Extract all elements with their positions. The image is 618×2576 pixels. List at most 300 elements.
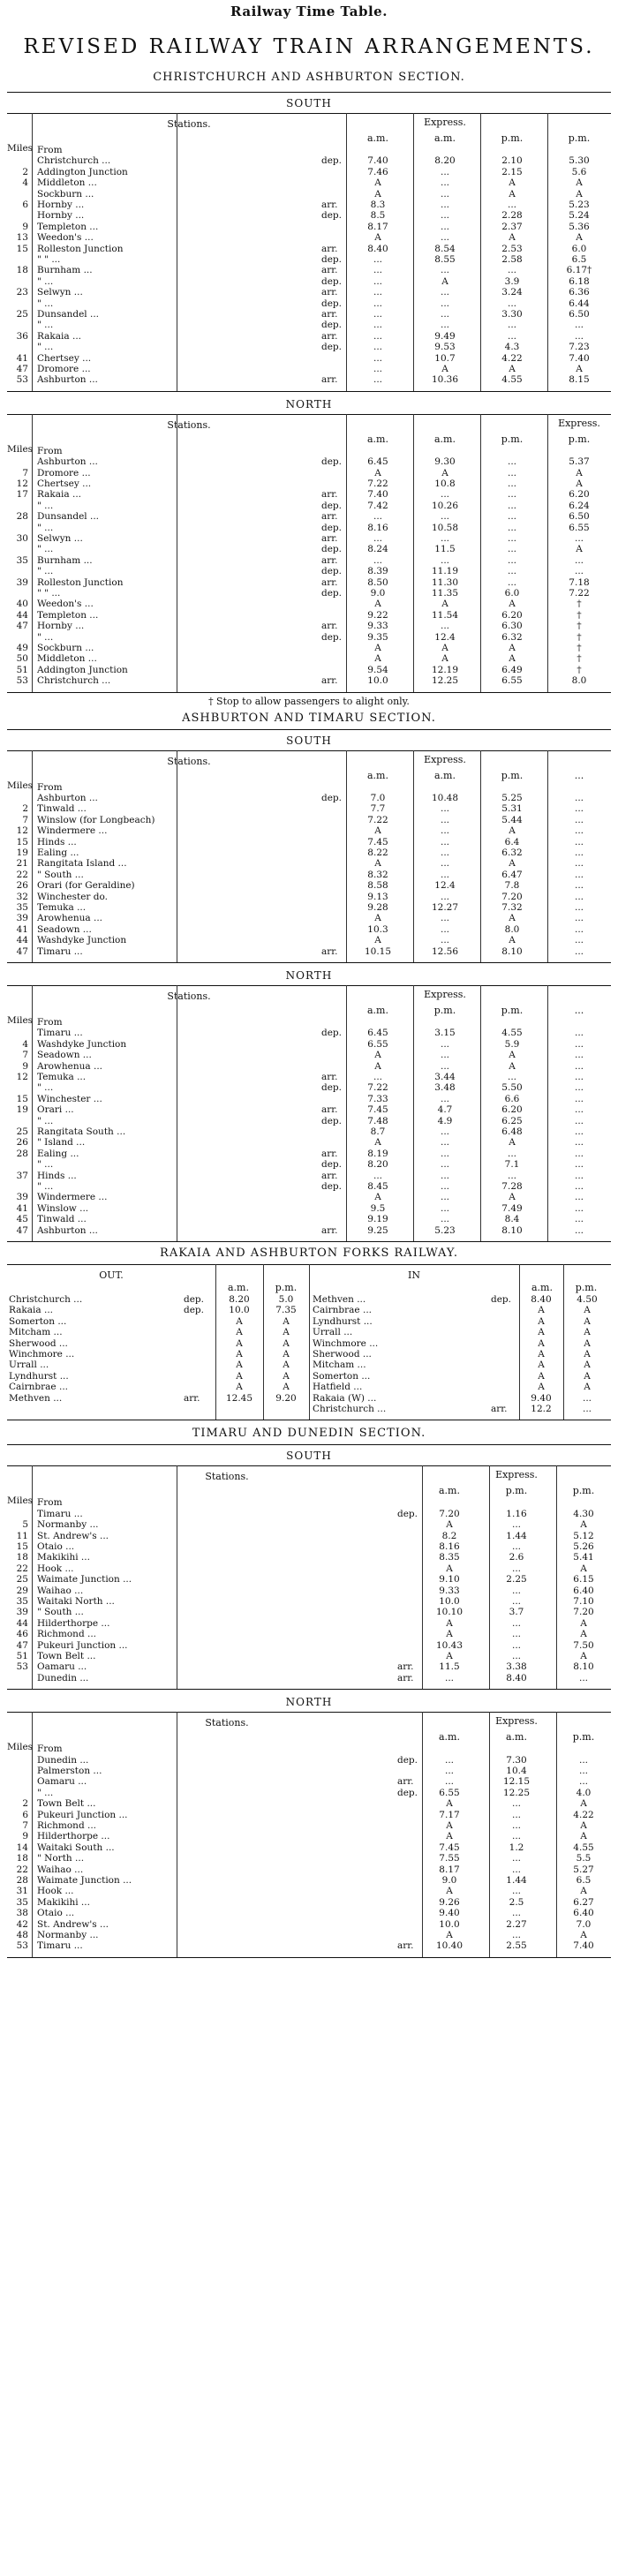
- time-cell: 6.30: [501, 621, 523, 632]
- time-cell: ...: [440, 803, 449, 815]
- time-cell: ...: [373, 1072, 382, 1082]
- time-cell: ...: [574, 803, 584, 815]
- station-name: Middleton ...: [37, 177, 97, 189]
- station-name: Ashburton ...: [37, 1224, 98, 1236]
- time-cell: 3.15: [434, 1028, 456, 1039]
- time-cell: ...: [373, 374, 382, 386]
- time-cell: 7.22: [367, 814, 388, 825]
- station-name: " ...: [37, 1159, 54, 1171]
- mileage: 30: [16, 532, 28, 544]
- station-name: " " ...: [37, 587, 61, 599]
- time-cell: 6.55: [501, 675, 523, 687]
- mileage: 11: [16, 1530, 28, 1541]
- time-cell: 6.32: [501, 631, 523, 643]
- time-cell: 3.24: [501, 287, 523, 298]
- mileage: 35: [16, 1896, 28, 1908]
- arr-dep: arr.: [321, 554, 338, 566]
- station-name: Normanby ...: [37, 1519, 99, 1531]
- time-cell: 7.50: [573, 1639, 594, 1651]
- time-cell: A: [576, 478, 583, 489]
- time-cell: ...: [373, 298, 382, 309]
- time-cell: A: [374, 232, 381, 244]
- mileage: 26: [16, 1137, 28, 1149]
- time-cell: ...: [440, 1050, 449, 1061]
- time-cell: ...: [574, 1170, 584, 1181]
- station-name: Cairnbrae ...: [9, 1382, 68, 1393]
- rule: [7, 962, 611, 963]
- time-cell: A: [374, 653, 381, 665]
- time-cell: 8.40: [506, 1672, 527, 1683]
- arr-dep: dep.: [321, 254, 342, 265]
- mileage: 47: [16, 1224, 28, 1236]
- mileage: 42: [16, 1918, 28, 1930]
- time-cell: ...: [574, 1214, 584, 1225]
- arr-dep: dep.: [321, 298, 342, 309]
- mileage: 19: [16, 1104, 28, 1116]
- station-name: " ...: [37, 1181, 54, 1192]
- mileage: 47: [16, 621, 28, 632]
- time-cell: 6.45: [367, 1028, 388, 1039]
- station-name: Ashburton ...: [37, 374, 98, 386]
- station-name: Oamaru ...: [37, 1776, 87, 1788]
- time-cell: 7.1: [504, 1159, 520, 1171]
- time-cell: 12.4: [434, 880, 456, 892]
- mileage: 49: [16, 642, 28, 653]
- time-cell: ...: [507, 566, 516, 577]
- arr-dep: arr.: [184, 1392, 200, 1404]
- time-cell: 8.19: [367, 1148, 388, 1159]
- mileage: 39: [16, 1607, 28, 1618]
- time-cell: ...: [574, 945, 584, 957]
- time-cell: ...: [444, 1672, 454, 1683]
- mileage: 7: [22, 1050, 28, 1061]
- time-cell: ...: [511, 1540, 521, 1552]
- station-name: Timaru ...: [37, 945, 83, 957]
- arr-dep: arr.: [321, 1104, 338, 1116]
- arr-dep: arr.: [321, 330, 338, 342]
- arr-dep: dep.: [321, 587, 342, 599]
- time-cell: ...: [574, 1115, 584, 1126]
- station-name: Seadown ...: [37, 923, 92, 935]
- time-cell: 8.35: [439, 1552, 460, 1563]
- column-rule: [32, 113, 33, 391]
- station-name: Waihao ...: [37, 1585, 84, 1596]
- station-name: Rangitata South ...: [37, 1126, 126, 1137]
- time-cell: ...: [578, 1672, 588, 1683]
- station-name: Dunedin ...: [37, 1754, 89, 1766]
- time-cell: ...: [373, 352, 382, 364]
- time-cell: ...: [440, 891, 449, 902]
- time-cell: A: [283, 1370, 290, 1382]
- station-name: Orari (for Geraldine): [37, 880, 135, 892]
- time-cell: A: [509, 188, 516, 200]
- stations-header: Stations.: [205, 1471, 249, 1483]
- station-name: Seadown ...: [37, 1050, 92, 1061]
- time-cell: ...: [574, 1028, 584, 1039]
- mileage: 13: [16, 232, 28, 244]
- mileage: 51: [16, 1650, 28, 1661]
- station-name: From: [37, 1017, 63, 1028]
- time-cell: 9.26: [439, 1896, 460, 1908]
- mileage: 4: [22, 177, 28, 189]
- time-cell: ...: [511, 1809, 521, 1820]
- station-name: Weedon's ...: [37, 232, 94, 244]
- time-cell: ...: [574, 1159, 584, 1171]
- time-cell: ...: [574, 901, 584, 913]
- arr-dep: arr.: [321, 200, 338, 210]
- station-name: Somerton ...: [9, 1315, 67, 1327]
- station-name: From: [37, 1497, 63, 1509]
- station-name: " ...: [37, 342, 54, 353]
- mileage: 40: [16, 599, 28, 610]
- miles-header: Miles: [7, 1495, 34, 1507]
- arr-dep: dep.: [321, 320, 342, 331]
- time-cell: 10.26: [431, 500, 459, 511]
- mileage: 14: [16, 1842, 28, 1853]
- time-cell: A: [446, 1929, 453, 1940]
- arr-dep: arr.: [321, 374, 338, 386]
- period-label: p.m.: [501, 433, 524, 445]
- time-cell: 5.23: [569, 200, 590, 210]
- rule: [7, 1689, 611, 1690]
- station-name: Christchurch ...: [37, 675, 111, 687]
- station-name: Hornby ...: [37, 200, 85, 210]
- station-name: " ...: [37, 320, 54, 331]
- time-cell: ...: [574, 935, 584, 946]
- time-cell: ...: [373, 1170, 382, 1181]
- direction-north: NORTH: [285, 397, 333, 411]
- time-cell: 2.10: [501, 155, 523, 167]
- mileage: 50: [16, 653, 28, 665]
- station-name: Windermere ...: [37, 825, 108, 837]
- mileage: 47: [16, 945, 28, 957]
- time-cell: ...: [574, 566, 584, 577]
- time-cell: A: [538, 1382, 545, 1393]
- time-cell: A: [374, 1137, 381, 1149]
- time-cell: 7.30: [506, 1754, 527, 1766]
- time-cell: 6.20: [501, 1104, 523, 1116]
- time-cell: A: [441, 275, 448, 287]
- arr-dep: arr.: [321, 287, 338, 298]
- time-cell: 7.7: [370, 803, 386, 815]
- mileage: 19: [16, 847, 28, 858]
- time-cell: ...: [444, 1765, 454, 1776]
- arr-dep: dep.: [321, 1159, 342, 1171]
- time-cell: 9.35: [367, 631, 388, 643]
- time-cell: ...: [507, 330, 516, 342]
- period-label: a.m.: [434, 132, 456, 144]
- mileage: 32: [16, 891, 28, 902]
- time-cell: ...: [440, 166, 449, 177]
- time-cell: A: [446, 1798, 453, 1810]
- time-cell: 7.22: [569, 587, 590, 599]
- direction-south: SOUTH: [286, 97, 332, 109]
- time-cell: 8.20: [367, 1159, 388, 1171]
- time-cell: 6.4: [504, 836, 520, 847]
- time-cell: ...: [440, 858, 449, 870]
- mileage: 28: [16, 1148, 28, 1159]
- time-cell: ...: [574, 880, 584, 892]
- time-cell: ...: [582, 1404, 592, 1414]
- rule: [7, 1241, 611, 1242]
- station-name: Hinds ...: [37, 836, 77, 847]
- time-cell: 5.30: [569, 155, 590, 167]
- time-cell: ...: [511, 1831, 521, 1842]
- time-cell: 7.8: [504, 880, 520, 892]
- time-cell: 8.45: [367, 1181, 388, 1192]
- station-name: Temuka ...: [37, 1072, 87, 1082]
- mileage: 6: [22, 200, 28, 210]
- time-cell: ...: [574, 1137, 584, 1149]
- time-cell: ...: [507, 511, 516, 523]
- rule: [7, 729, 611, 730]
- time-cell: ...: [507, 554, 516, 566]
- time-cell: A: [374, 599, 381, 610]
- miles-header: Miles: [7, 1015, 34, 1026]
- time-cell: 10.0: [229, 1305, 250, 1316]
- time-cell: A: [236, 1382, 243, 1393]
- arr-dep: arr.: [321, 1170, 338, 1181]
- time-cell: ...: [440, 1148, 449, 1159]
- time-cell: †: [577, 664, 582, 675]
- time-cell: ...: [440, 1093, 449, 1104]
- station-name: From: [37, 145, 63, 155]
- arr-dep: arr.: [397, 1776, 414, 1788]
- station-name: " ...: [37, 566, 54, 577]
- mileage: 39: [16, 913, 28, 924]
- time-cell: 5.0: [278, 1294, 294, 1305]
- mileage: 9: [22, 221, 28, 232]
- time-cell: A: [283, 1327, 290, 1338]
- time-cell: †: [577, 621, 582, 632]
- mileage: 6: [22, 1809, 28, 1820]
- time-cell: ...: [507, 500, 516, 511]
- time-cell: 5.26: [573, 1540, 594, 1552]
- time-cell: 10.0: [439, 1595, 460, 1607]
- column-label: Express.: [495, 1715, 538, 1728]
- station-name: Rakaia ...: [37, 489, 81, 501]
- time-cell: ...: [440, 200, 449, 210]
- station-name: Washdyke Junction: [37, 1038, 127, 1050]
- time-cell: 5.31: [501, 803, 523, 815]
- arr-dep: arr.: [321, 1072, 338, 1082]
- mileage: 35: [16, 901, 28, 913]
- miles-header: Miles: [7, 780, 34, 791]
- miles-header: Miles: [7, 1742, 34, 1753]
- time-cell: ...: [511, 1617, 521, 1629]
- mileage: 25: [16, 1574, 28, 1586]
- station-name: Normanby ...: [37, 1929, 99, 1940]
- station-name: Templeton ...: [37, 221, 99, 232]
- time-cell: ...: [440, 1202, 449, 1214]
- time-cell: 8.32: [367, 869, 388, 880]
- station-name: Timaru ...: [37, 1940, 83, 1952]
- time-cell: ...: [574, 1050, 584, 1061]
- time-cell: ...: [507, 1148, 516, 1159]
- time-cell: 9.20: [275, 1392, 297, 1404]
- column-rule: [309, 1264, 310, 1420]
- station-name: Ashburton ...: [37, 456, 98, 468]
- time-cell: A: [283, 1382, 290, 1393]
- station-name: Christchurch ...: [313, 1404, 387, 1414]
- time-cell: ...: [507, 522, 516, 533]
- arr-dep: dep.: [397, 1754, 418, 1766]
- time-cell: ...: [440, 210, 449, 222]
- time-cell: ...: [373, 287, 382, 298]
- time-cell: ...: [440, 232, 449, 244]
- mileage: 22: [16, 1864, 28, 1875]
- time-cell: 7.23: [569, 342, 590, 353]
- period-label: p.m.: [568, 132, 591, 144]
- period-label: a.m.: [439, 1485, 460, 1497]
- time-cell: A: [509, 599, 516, 610]
- time-cell: A: [509, 858, 516, 870]
- time-cell: 8.0: [571, 675, 587, 687]
- time-cell: A: [374, 825, 381, 837]
- time-cell: ...: [373, 320, 382, 331]
- time-cell: 8.50: [367, 576, 388, 588]
- time-cell: A: [283, 1337, 290, 1349]
- direction-north: NORTH: [285, 969, 333, 982]
- time-cell: 10.48: [431, 792, 459, 803]
- time-cell: 8.40: [531, 1294, 552, 1305]
- time-cell: A: [580, 1650, 587, 1661]
- out-header: OUT.: [99, 1269, 124, 1281]
- time-cell: A: [283, 1360, 290, 1371]
- mileage: 9: [22, 1831, 28, 1842]
- time-cell: 7.10: [573, 1595, 594, 1607]
- time-cell: 6.50: [569, 511, 590, 523]
- time-cell: ...: [511, 1650, 521, 1661]
- station-name: Temuka ...: [37, 901, 87, 913]
- time-cell: ...: [440, 1214, 449, 1225]
- mileage: 15: [16, 1540, 28, 1552]
- time-cell: 10.3: [367, 923, 388, 935]
- arr-dep: dep.: [321, 275, 342, 287]
- station-name: Rakaia ...: [37, 330, 81, 342]
- arr-dep: dep.: [321, 566, 342, 577]
- time-cell: 7.48: [367, 1115, 388, 1126]
- time-cell: ...: [507, 544, 516, 555]
- arr-dep: dep.: [184, 1305, 204, 1316]
- period-label: a.m.: [228, 1282, 249, 1293]
- time-cell: A: [374, 858, 381, 870]
- time-cell: 5.23: [434, 1224, 456, 1236]
- arr-dep: arr.: [321, 265, 338, 276]
- time-cell: ...: [574, 1148, 584, 1159]
- mileage: 2: [22, 166, 28, 177]
- time-cell: A: [374, 188, 381, 200]
- time-cell: ...: [440, 869, 449, 880]
- time-cell: 3.48: [434, 1082, 456, 1094]
- time-cell: ...: [373, 364, 382, 374]
- time-cell: A: [446, 1629, 453, 1640]
- time-cell: A: [576, 544, 583, 555]
- station-name: Chertsey ...: [37, 478, 92, 489]
- time-cell: †: [577, 599, 582, 610]
- in-header: IN: [408, 1269, 420, 1281]
- station-name: Richmond ...: [37, 1629, 97, 1640]
- time-cell: 5.37: [569, 456, 590, 468]
- time-cell: 9.49: [434, 330, 456, 342]
- station-name: From: [37, 445, 63, 456]
- time-cell: ...: [440, 825, 449, 837]
- time-cell: 2.53: [501, 243, 523, 254]
- stations-header: Stations.: [167, 118, 211, 130]
- time-cell: ...: [440, 1192, 449, 1203]
- arr-dep: dep.: [184, 1294, 204, 1305]
- timetable-chc-ash-south: [7, 113, 611, 391]
- station-name: Methven ...: [9, 1392, 63, 1404]
- station-name: Otaio ...: [37, 1540, 75, 1552]
- period-label: a.m.: [439, 1731, 460, 1744]
- time-cell: A: [509, 913, 516, 924]
- mileage: 7: [22, 467, 28, 478]
- time-cell: ...: [574, 825, 584, 837]
- station-name: " North ...: [37, 1853, 85, 1864]
- time-cell: ...: [440, 935, 449, 946]
- time-cell: 9.40: [439, 1908, 460, 1919]
- timetable-tim-dun-north: [7, 1712, 611, 1957]
- time-cell: ...: [373, 532, 382, 544]
- time-cell: 9.0: [370, 587, 386, 599]
- time-cell: A: [283, 1349, 290, 1360]
- time-cell: †: [577, 631, 582, 643]
- time-cell: 4.22: [573, 1809, 594, 1820]
- time-cell: 10.0: [367, 675, 388, 687]
- time-cell: 7.45: [367, 836, 388, 847]
- stations-header: Stations.: [167, 418, 211, 431]
- station-name: Arowhenua ...: [37, 913, 103, 924]
- period-label: p.m.: [275, 1282, 298, 1293]
- time-cell: ...: [440, 847, 449, 858]
- time-cell: A: [509, 825, 516, 837]
- arr-dep: dep.: [321, 522, 342, 533]
- mileage: 7: [22, 814, 28, 825]
- time-cell: 7.28: [501, 1181, 523, 1192]
- time-cell: 8.17: [367, 221, 388, 232]
- time-cell: A: [374, 177, 381, 189]
- station-name: Waimate Junction ...: [37, 1874, 132, 1886]
- time-cell: 8.16: [367, 522, 388, 533]
- station-name: " South ...: [37, 869, 84, 880]
- period-label: a.m.: [434, 433, 456, 445]
- time-cell: A: [509, 935, 516, 946]
- period-label: a.m.: [506, 1731, 527, 1744]
- mileage: 31: [16, 1886, 28, 1897]
- time-cell: A: [580, 1563, 587, 1574]
- time-cell: 7.35: [275, 1305, 297, 1316]
- arr-dep: dep.: [321, 1028, 342, 1039]
- mileage: 45: [16, 1214, 28, 1225]
- arr-dep: dep.: [321, 456, 342, 468]
- time-cell: ...: [574, 792, 584, 803]
- station-name: Addington Junction: [37, 664, 128, 675]
- station-name: Sockburn ...: [37, 188, 94, 200]
- time-cell: ...: [373, 330, 382, 342]
- station-name: Selwyn ...: [37, 532, 83, 544]
- time-cell: 9.30: [434, 456, 456, 468]
- station-name: Rolleston Junction: [37, 576, 124, 588]
- timetable-ash-tim-south: [7, 750, 611, 962]
- station-name: Hornby ...: [37, 210, 85, 222]
- time-cell: ...: [440, 287, 449, 298]
- mileage: 26: [16, 880, 28, 892]
- time-cell: 6.0: [571, 243, 587, 254]
- time-cell: ...: [507, 532, 516, 544]
- mileage: 44: [16, 1617, 28, 1629]
- station-name: Windermere ...: [37, 1192, 108, 1203]
